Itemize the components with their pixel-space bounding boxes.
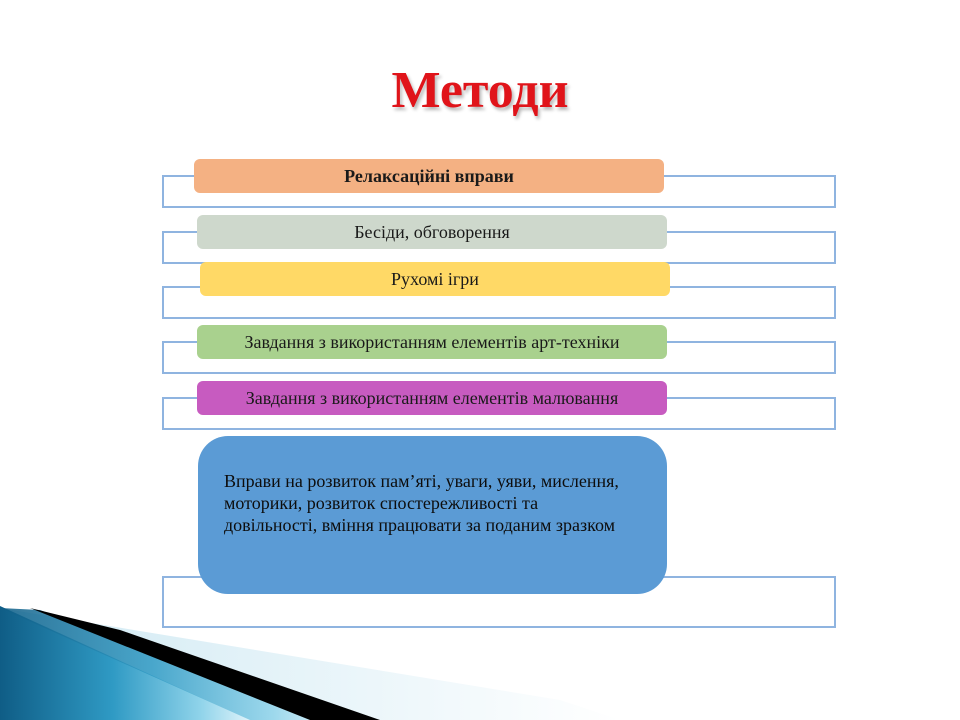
- method-label: Бесіди, обговорення: [354, 222, 510, 242]
- method-label: Рухомі ігри: [391, 269, 479, 289]
- exercise-box-text: Вправи на розвиток пам’яті, уваги, уяви, мислення, моторики, розвиток спостережливості та довільності, вміння працювати за поданим зразком: [224, 471, 619, 535]
- method-item-drawing: [197, 381, 667, 415]
- method-item-discussions: [197, 215, 667, 249]
- method-label: Релаксаційні вправи: [344, 166, 514, 186]
- method-item-active-games: [200, 262, 670, 296]
- exercise-box: [198, 436, 667, 594]
- method-label: Завдання з використанням елементів арт-техніки: [244, 332, 620, 352]
- method-label: Завдання з використанням елементів малювання: [245, 388, 619, 408]
- method-item-art-technique: [197, 325, 667, 359]
- slide-title: Методи: [391, 62, 569, 119]
- method-item-relaxation: [194, 159, 664, 193]
